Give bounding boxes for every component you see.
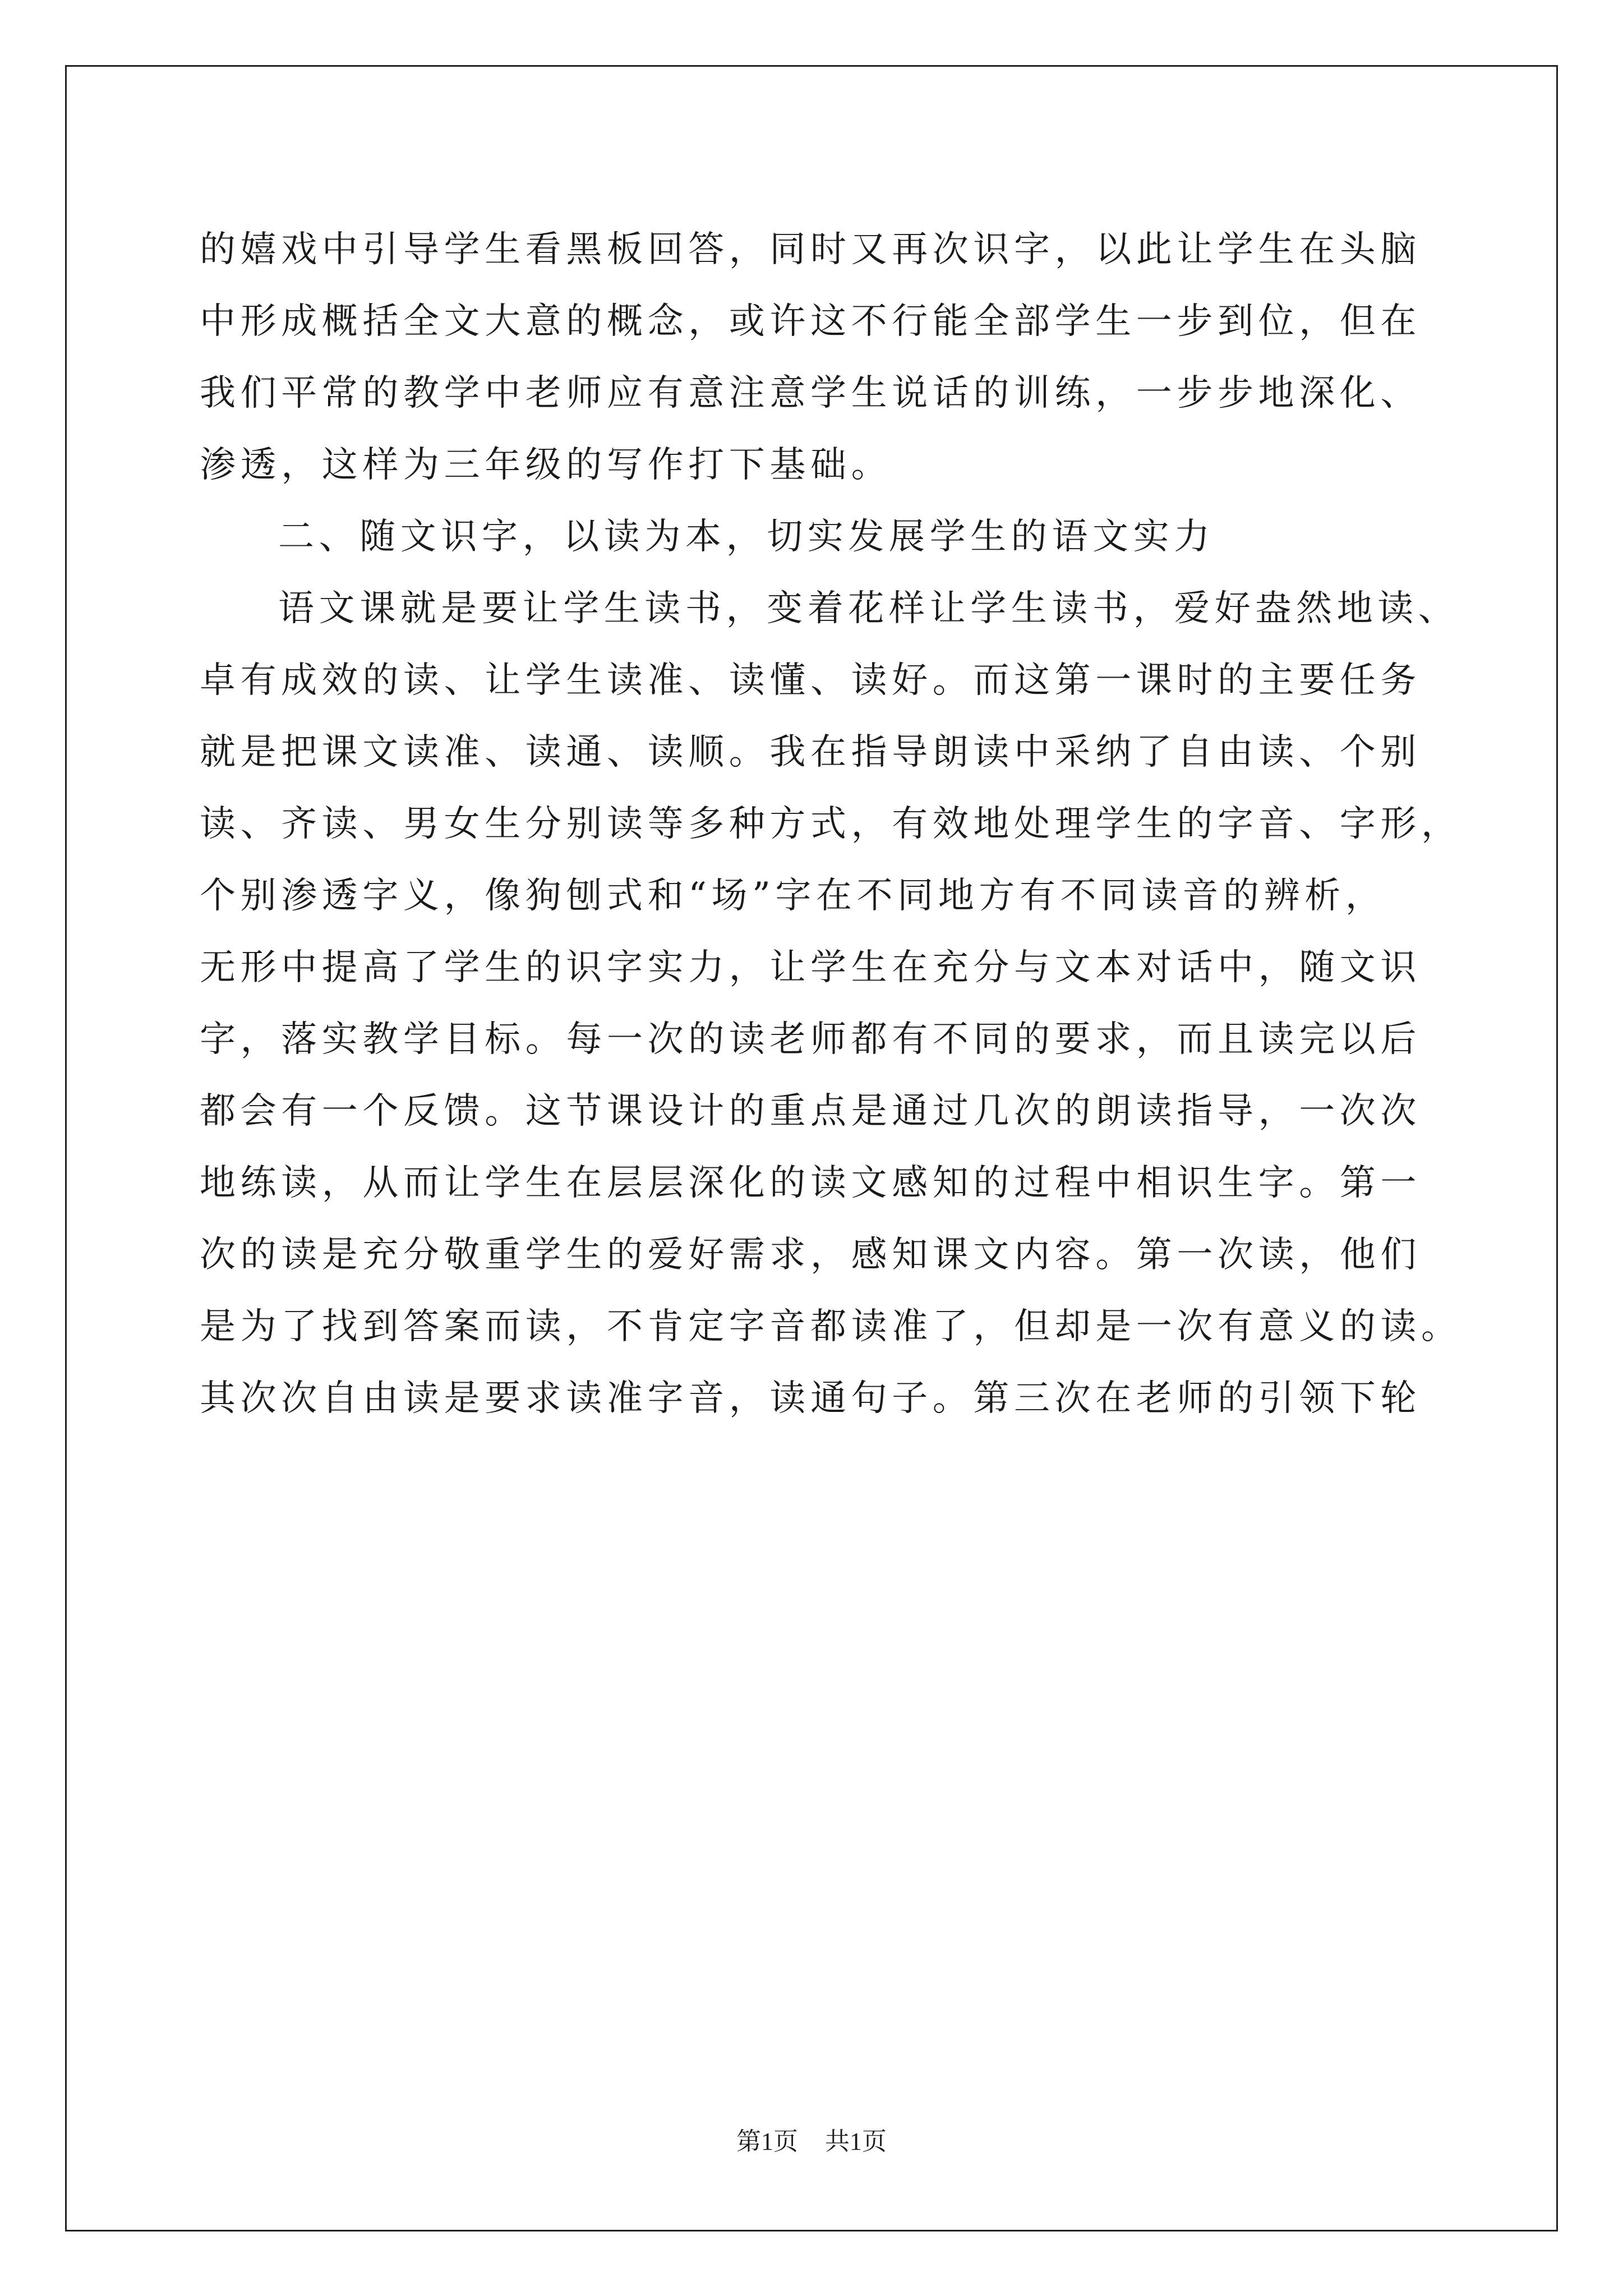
body-text-line: 就是把课文读准、读通、读顺。我在指导朗读中采纳了自由读、个别 [200,731,1421,773]
body-text-line: 是为了找到答案而读，不肯定字音都读准了，但却是一次有意义的读。 [200,1306,1462,1347]
body-text-line: 卓有成效的读、让学生读准、读懂、读好。而这第一课时的主要任务 [200,660,1421,701]
body-text-line: 地练读，从而让学生在层层深化的读文感知的过程中相识生字。第一 [200,1162,1421,1204]
body-text-line: 字，落实教学目标。每一次的读老师都有不同的要求，而且读完以后 [200,1019,1421,1060]
body-text-line: 个别渗透字义，像狗刨式和“场”字在不同地方有不同读音的辨析， [200,875,1386,917]
section-heading: 二、随文识字，以读为本，切实发展学生的语文实力 [278,516,1215,558]
body-text-line: 都会有一个反馈。这节课设计的重点是通过几次的朗读指导，一次次 [200,1091,1421,1132]
body-text-line: 的嬉戏中引导学生看黑板回答，同时又再次识字，以此让学生在头脑 [200,229,1421,270]
body-text-line: 读、齐读、男女生分别读等多种方式，有效地处理学生的字音、字形， [200,803,1462,845]
body-text-line: 中形成概括全文大意的概念，或许这不行能全部学生一步到位，但在 [200,301,1421,342]
body-text-line: 语文课就是要让学生读书，变着花样让学生读书，爱好盎然地读、 [278,588,1459,629]
page-total: 共1页 [825,2128,887,2155]
body-text-line: 无形中提高了学生的识字实力，让学生在充分与文本对话中，随文识 [200,947,1421,988]
page-footer [0,2129,1623,2154]
body-text-line: 次的读是充分敬重学生的爱好需求，感知课文内容。第一次读，他们 [200,1234,1421,1276]
body-text-line: 其次次自由读是要求读准字音，读通句子。第三次在老师的引领下轮 [200,1378,1421,1419]
body-text-line: 我们平常的教学中老师应有意注意学生说话的训练，一步步地深化、 [200,372,1421,414]
body-text-line: 渗透，这样为三年级的写作打下基础。 [200,444,892,486]
page-number: 第1页 [736,2128,798,2155]
